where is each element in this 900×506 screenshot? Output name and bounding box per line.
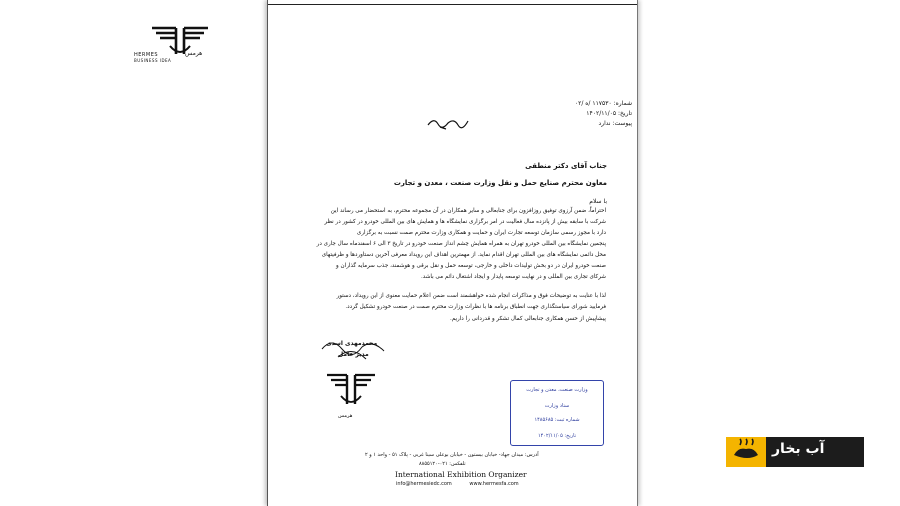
body-line: محل دائمی نمایشگاه های بین المللی تهران اقدام نماید. از مهمترین اهداف این رویداد معرفی آخرین دستاوردها و ظرفیتهای [321,252,606,258]
footer-website: www.hermesfa.com [469,481,519,487]
footer-address: آدرس: میدان جهاد- خیابان بیستون - خیابان بوعلی سینا غربی - پلاک ۵۱ - واحد ۱ و ۲ [365,452,539,458]
stamp-date: تاریخ: ۱۴۰۲/۱۱/۰۵ [537,433,577,439]
watermark-badge [726,437,864,467]
body-line: دارد با مجوز رسمی سازمان توسعه تجارت ایران و حمایت و همکاری وزارت محترم صمت نسبت به برگزاری [356,230,606,236]
watermark-text: آب بخار [772,441,825,457]
letter-attachment: پیوست: ندارد [598,120,632,127]
signature-scribble [318,335,388,363]
seal-brand: هرمس [338,413,353,419]
signer-name: محمدمهدی اسدی [326,340,378,347]
brand-en-top: HERMES BUSINESS IDEA [134,52,172,63]
footer-emails [396,481,519,487]
stamp-office: ستاد وزارت [544,403,570,409]
signer-role: مدیر عامل [338,351,369,358]
page-edge-line [268,4,637,5]
brand-fa-top: هرمس [185,50,203,57]
body-line: فرمایید شورای سیاستگذاری جهت انطباق برنامه ها با نظرات وزارت محترم صمت در صنعت خودرو تشکیل گردد. [345,304,606,310]
body-line: شرکای تجاری بین المللی و در نهایت توسعه پایدار و ایجاد اشتغال دائم می باشد. [420,274,606,280]
recipient-salutation: جناب آقای دکتر منطقی [525,162,607,170]
body-line: شرکت با سابقه بیش از پانزده سال فعالیت در امر برگزاری نمایشگاه ها و همایش های بین المللی خودرو در کشور در نظر [324,219,606,225]
footer-email: info@hermesiedc.com [396,481,452,487]
body-line: پنجمین نمایشگاه بین المللی خودرو تهران به همراه همایش چشم انداز صنعت خودرو در تاریخ ۳ الی ۶ اسفندماه سال جاری در [316,241,606,247]
greeting: با سلام [589,198,607,205]
body-line: صنعت خودرو ایران در دو بخش تولیدات داخلی و خارجی، توسعه حمل و نقل برقی و هوشمند، جذب سرمایه گذاران و [336,263,606,269]
registration-stamp [510,380,604,446]
hermes-seal-icon [325,372,377,412]
body-line: احتراماً، ضمن آرزوی توفیق روزافزون برای جنابعالی و سایر همکاران در آن مجموعه محترم، به استحضار می رساند این [330,208,606,214]
stamp-ministry: وزارت صنعت، معدن و تجارت [526,387,588,393]
footer-telfax: تلفکس: ۰۲۱-۸۸۵۵۱۲۰ [419,461,466,467]
stamp-reg-number: شماره ثبت: ۱۴۸۵۶۸۵ [534,417,580,423]
letter-number: شماره: ۱۱۷۵۳۰ /ه /۰۲ [574,100,632,107]
letter-date: تاریخ: ۱۴۰۲/۱۱/۰۵ [586,110,632,117]
body-line: پیشاپیش از حسن همکاری جنابعالی کمال تشکر و قدردانی را داریم. [449,316,606,322]
body-line: لذا با عنایت به توضیحات فوق و مذاکرات انجام شده خواهشمند است ضمن اعلام حمایت معنوی از این رویداد، دستور [336,293,606,299]
steam-icon [726,437,766,467]
recipient-title: معاون محترم صنایع حمل و نقل وزارت صنعت ، معدن و تجارت [393,179,607,187]
handwritten-note [426,115,470,131]
footer-organizer: International Exhibition Organizer [395,470,527,479]
